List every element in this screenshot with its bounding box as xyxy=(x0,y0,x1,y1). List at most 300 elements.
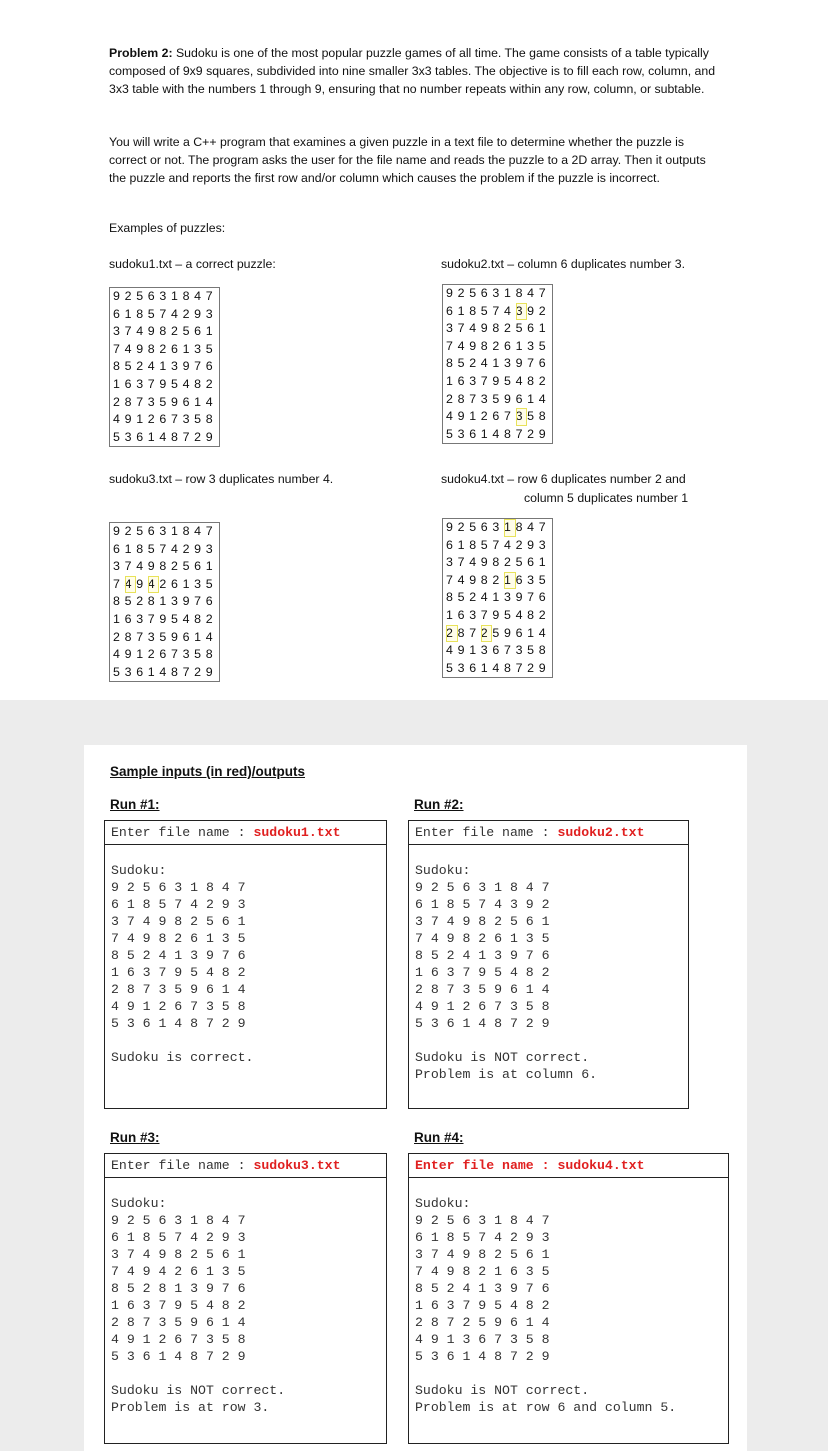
console-row: 7 4 9 8 2 6 1 3 5 xyxy=(415,931,550,946)
grid-cell: 6 xyxy=(515,625,523,640)
duplicate-cell: 3 xyxy=(516,408,528,426)
grid-cell: 5 xyxy=(503,373,511,388)
grid-cell: 2 xyxy=(480,409,488,424)
grid-row xyxy=(113,558,217,576)
examples-label-text: Examples of puzzles: xyxy=(109,221,226,235)
grid-row xyxy=(113,576,217,594)
grid-row xyxy=(446,642,550,660)
grid-cell: 3 xyxy=(113,324,120,339)
grid-cell: 9 xyxy=(136,576,144,591)
grid-cell: 5 xyxy=(136,524,144,538)
grid-cell: 2 xyxy=(527,660,535,675)
grid-cell: 6 xyxy=(469,426,477,441)
grid-cell: 5 xyxy=(159,394,167,409)
console-result: Sudoku is NOT correct. xyxy=(111,1383,286,1398)
example-2-label: sudoku2.txt – column 6 duplicates number 3. xyxy=(441,257,686,271)
grid-cell: 3 xyxy=(159,289,167,303)
grid-cell: 5 xyxy=(124,359,132,374)
grid-cell: 6 xyxy=(124,376,132,391)
grid-cell: 6 xyxy=(113,541,120,556)
grid-cell: 1 xyxy=(469,643,477,658)
grid-cell: 4 xyxy=(182,376,190,391)
grid-row xyxy=(446,303,550,321)
grid-cell: 1 xyxy=(136,412,144,427)
grid-cell: 8 xyxy=(170,429,178,444)
grid-cell: 1 xyxy=(457,303,465,318)
grid-cell: 6 xyxy=(205,359,213,374)
grid-row xyxy=(113,394,217,412)
grid-cell: 9 xyxy=(446,520,453,534)
run-2-label: Run #2: xyxy=(414,797,464,812)
grid-cell: 7 xyxy=(113,341,120,356)
console-row: 8 5 2 4 1 3 9 7 6 xyxy=(415,1281,550,1296)
console-row: 3 7 4 9 8 2 5 6 1 xyxy=(111,914,246,929)
grid-cell: 5 xyxy=(124,594,132,609)
run-1-label: Run #1: xyxy=(110,797,160,812)
grid-cell: 7 xyxy=(515,426,523,441)
run-4-label: Run #4: xyxy=(414,1130,464,1145)
grid-cell: 8 xyxy=(527,607,535,622)
duplicate-cell: 3 xyxy=(516,303,528,321)
console-row: 6 1 8 5 7 4 2 9 3 xyxy=(415,1230,550,1245)
grid-cell: 5 xyxy=(113,429,120,444)
user-input: sudoku1.txt xyxy=(253,825,341,840)
grid-cell: 7 xyxy=(527,356,535,371)
grid-cell: 1 xyxy=(159,594,167,609)
grid-cell: 7 xyxy=(469,625,477,640)
grid-cell: 4 xyxy=(457,338,465,353)
console-problem: Problem is at column 6. xyxy=(415,1067,598,1082)
grid-cell: 1 xyxy=(503,286,511,300)
grid-cell: 3 xyxy=(194,341,202,356)
grid-cell: 2 xyxy=(159,576,167,591)
grid-row xyxy=(446,426,550,444)
grid-cell: 1 xyxy=(170,289,178,303)
grid-cell: 7 xyxy=(492,303,500,318)
console-prompt xyxy=(105,1154,386,1178)
example-1-label: sudoku1.txt – a correct puzzle: xyxy=(109,257,276,271)
console-row: 5 3 6 1 4 8 7 2 9 xyxy=(415,1016,550,1031)
example-1-grid xyxy=(109,287,220,447)
grid-row xyxy=(446,408,550,426)
grid-cell: 2 xyxy=(124,524,132,538)
grid-cell: 3 xyxy=(124,429,132,444)
grid-row xyxy=(446,537,550,555)
console-row: 8 5 2 4 1 3 9 7 6 xyxy=(111,948,246,963)
grid-cell: 9 xyxy=(457,409,465,424)
grid-cell: 7 xyxy=(194,594,202,609)
sample-io-section xyxy=(84,745,747,1451)
grid-cell: 8 xyxy=(492,321,500,336)
console-row: 8 5 2 4 1 3 9 7 6 xyxy=(415,948,550,963)
console-row: 3 7 4 9 8 2 5 6 1 xyxy=(111,1247,246,1262)
grid-cell: 3 xyxy=(124,664,132,679)
console-row: 7 4 9 4 2 6 1 3 5 xyxy=(111,1264,246,1279)
grid-cell: 5 xyxy=(136,289,144,303)
example-3-label: sudoku3.txt – row 3 duplicates number 4. xyxy=(109,472,334,486)
grid-cell: 1 xyxy=(446,373,453,388)
grid-row xyxy=(446,660,550,678)
grid-cell: 3 xyxy=(446,555,453,570)
console-problem: Problem is at row 6 and column 5. xyxy=(415,1400,677,1415)
grid-cell: 7 xyxy=(182,429,190,444)
grid-cell: 5 xyxy=(457,590,465,605)
grid-cell: 3 xyxy=(457,426,465,441)
grid-cell: 4 xyxy=(538,391,546,406)
grid-cell: 7 xyxy=(124,324,132,339)
grid-cell: 3 xyxy=(446,321,453,336)
grid-cell: 2 xyxy=(503,555,511,570)
grid-cell: 9 xyxy=(194,306,202,321)
grid-cell: 9 xyxy=(205,429,213,444)
grid-cell: 3 xyxy=(457,660,465,675)
grid-cell: 6 xyxy=(124,611,132,626)
grid-row xyxy=(113,306,217,324)
run-4-console xyxy=(408,1153,729,1444)
grid-cell: 4 xyxy=(170,306,178,321)
grid-row xyxy=(113,376,217,394)
grid-cell: 7 xyxy=(480,607,488,622)
grid-cell: 3 xyxy=(492,286,500,300)
grid-cell: 2 xyxy=(538,303,546,318)
console-row: 5 3 6 1 4 8 7 2 9 xyxy=(111,1016,246,1031)
grid-cell: 5 xyxy=(113,664,120,679)
grid-cell: 6 xyxy=(170,341,178,356)
grid-cell: 2 xyxy=(182,306,190,321)
grid-cell: 9 xyxy=(515,356,523,371)
grid-cell: 7 xyxy=(113,576,120,591)
grid-cell: 9 xyxy=(480,321,488,336)
grid-cell: 5 xyxy=(515,321,523,336)
grid-cell: 9 xyxy=(136,341,144,356)
grid-cell: 7 xyxy=(527,590,535,605)
grid-cell: 8 xyxy=(503,426,511,441)
problem-heading: Problem 2: xyxy=(109,46,173,60)
console-row: 9 2 5 6 3 1 8 4 7 xyxy=(415,880,550,895)
grid-cell: 6 xyxy=(182,394,190,409)
grid-row xyxy=(113,523,217,541)
grid-cell: 4 xyxy=(469,321,477,336)
grid-cell: 6 xyxy=(515,391,523,406)
grid-row xyxy=(446,572,550,590)
console-row: 2 8 7 2 5 9 6 1 4 xyxy=(415,1315,550,1330)
grid-cell: 8 xyxy=(159,324,167,339)
grid-cell: 1 xyxy=(159,359,167,374)
grid-cell: 4 xyxy=(515,373,523,388)
grid-cell: 8 xyxy=(194,611,202,626)
grid-cell: 1 xyxy=(147,429,155,444)
duplicate-cell: 1 xyxy=(504,519,516,537)
console-row: 2 8 7 3 5 9 6 1 4 xyxy=(111,1315,246,1330)
grid-cell: 8 xyxy=(205,412,213,427)
grid-cell: 8 xyxy=(457,391,465,406)
sample-title: Sample inputs (in red)/outputs xyxy=(110,764,305,779)
grid-cell: 8 xyxy=(527,373,535,388)
grid-cell: 4 xyxy=(492,660,500,675)
grid-cell: 5 xyxy=(515,555,523,570)
grid-cell: 9 xyxy=(205,664,213,679)
grid-cell: 8 xyxy=(503,660,511,675)
grid-cell: 2 xyxy=(469,356,477,371)
grid-cell: 9 xyxy=(492,373,500,388)
grid-row xyxy=(446,338,550,356)
console-row: 3 7 4 9 8 2 5 6 1 xyxy=(415,1247,550,1262)
grid-cell: 2 xyxy=(457,520,465,534)
problem-description: You will write a C++ program that examines a given puzzle in a text file to determine whether the puzzle is correct or not. The program asks the user for the file name and reads the puzzle to a 2D array. Then it outputs the puzzle and reports the first row and/or column which causes the problem if the puzzle is incorrect. xyxy=(109,135,706,185)
grid-row xyxy=(113,629,217,647)
grid-cell: 6 xyxy=(469,660,477,675)
grid-cell: 4 xyxy=(147,359,155,374)
grid-cell: 5 xyxy=(527,409,535,424)
grid-cell: 9 xyxy=(170,629,178,644)
grid-cell: 1 xyxy=(527,625,535,640)
grid-cell: 6 xyxy=(538,356,546,371)
grid-cell: 5 xyxy=(538,572,546,587)
grid-row xyxy=(113,593,217,611)
console-prompt xyxy=(409,1154,728,1178)
grid-cell: 2 xyxy=(147,647,155,662)
example-4-grid xyxy=(442,518,553,678)
grid-cell: 4 xyxy=(113,412,120,427)
grid-cell: 4 xyxy=(136,324,144,339)
grid-cell: 4 xyxy=(527,520,535,534)
problem-intro-text: Sudoku is one of the most popular puzzle games of all time. The game consists of a table typically composed of 9x9 squares, subdivided into nine smaller 3x3 tables. The objective is to fill each row, column, and 3x3 table with the numbers 1 through 9, ensuring that no number repeats within any row, column, or subtable. xyxy=(109,46,716,96)
grid-row xyxy=(446,625,550,643)
grid-cell: 8 xyxy=(446,590,453,605)
grid-cell: 6 xyxy=(538,590,546,605)
grid-cell: 8 xyxy=(515,520,523,534)
console-row: 6 1 8 5 7 4 2 9 3 xyxy=(111,897,246,912)
prompt-text: Enter file name : xyxy=(111,825,254,840)
grid-cell: 9 xyxy=(503,625,511,640)
grid-cell: 7 xyxy=(182,664,190,679)
grid-cell: 2 xyxy=(205,611,213,626)
grid-cell: 3 xyxy=(469,373,477,388)
grid-cell: 1 xyxy=(136,647,144,662)
grid-cell: 2 xyxy=(182,541,190,556)
grid-cell: 4 xyxy=(136,559,144,574)
duplicate-cell: 2 xyxy=(481,625,493,643)
grid-cell: 5 xyxy=(503,607,511,622)
console-row: 3 7 4 9 8 2 5 6 1 xyxy=(415,914,550,929)
grid-cell: 5 xyxy=(147,541,155,556)
grid-cell: 8 xyxy=(136,541,144,556)
grid-cell: 7 xyxy=(538,520,546,534)
grid-cell: 6 xyxy=(457,607,465,622)
grid-cell: 7 xyxy=(170,412,178,427)
grid-row xyxy=(113,429,217,447)
example-2-grid xyxy=(442,284,553,444)
grid-cell: 2 xyxy=(205,376,213,391)
console-row: 4 9 1 2 6 7 3 5 8 xyxy=(111,1332,246,1347)
console-row: 4 9 1 3 6 7 3 5 8 xyxy=(415,1332,550,1347)
grid-cell: 7 xyxy=(480,373,488,388)
grid-cell: 3 xyxy=(469,607,477,622)
console-row: 6 1 8 5 7 4 2 9 3 xyxy=(111,1230,246,1245)
grid-cell: 6 xyxy=(194,559,202,574)
grid-cell: 1 xyxy=(182,341,190,356)
grid-cell: 7 xyxy=(515,660,523,675)
grid-cell: 5 xyxy=(446,660,453,675)
grid-cell: 1 xyxy=(113,376,120,391)
grid-cell: 3 xyxy=(194,576,202,591)
grid-cell: 8 xyxy=(124,394,132,409)
grid-cell: 7 xyxy=(170,647,178,662)
grid-row xyxy=(113,541,217,559)
grid-cell: 6 xyxy=(205,594,213,609)
run-3-console xyxy=(104,1153,387,1444)
user-input: sudoku3.txt xyxy=(253,1158,341,1173)
grid-cell: 4 xyxy=(170,541,178,556)
duplicate-cell: 4 xyxy=(125,576,137,594)
problem-intro xyxy=(109,44,724,98)
grid-cell: 2 xyxy=(194,429,202,444)
grid-cell: 7 xyxy=(147,376,155,391)
grid-cell: 4 xyxy=(492,426,500,441)
grid-cell: 8 xyxy=(124,629,132,644)
grid-cell: 9 xyxy=(124,412,132,427)
grid-cell: 5 xyxy=(492,391,500,406)
grid-cell: 6 xyxy=(182,629,190,644)
grid-cell: 9 xyxy=(503,391,511,406)
grid-cell: 9 xyxy=(538,426,546,441)
console-row: 5 3 6 1 4 8 7 2 9 xyxy=(415,1349,550,1364)
grid-cell: 5 xyxy=(147,306,155,321)
grid-cell: 5 xyxy=(457,356,465,371)
grid-cell: 5 xyxy=(182,324,190,339)
grid-cell: 3 xyxy=(205,306,213,321)
grid-cell: 1 xyxy=(113,611,120,626)
grid-cell: 5 xyxy=(492,625,500,640)
grid-cell: 9 xyxy=(159,611,167,626)
grid-cell: 9 xyxy=(170,394,178,409)
grid-cell: 4 xyxy=(113,647,120,662)
grid-cell: 8 xyxy=(538,409,546,424)
grid-cell: 5 xyxy=(205,576,213,591)
problem-page xyxy=(0,0,828,700)
grid-cell: 2 xyxy=(170,324,178,339)
grid-row xyxy=(113,411,217,429)
grid-cell: 3 xyxy=(147,629,155,644)
example-3-grid xyxy=(109,522,220,682)
grid-cell: 1 xyxy=(527,391,535,406)
grid-cell: 6 xyxy=(492,409,500,424)
grid-cell: 3 xyxy=(159,524,167,538)
grid-cell: 1 xyxy=(457,537,465,552)
grid-cell: 6 xyxy=(503,338,511,353)
grid-cell: 4 xyxy=(503,537,511,552)
grid-cell: 9 xyxy=(147,324,155,339)
grid-cell: 6 xyxy=(446,537,453,552)
grid-cell: 3 xyxy=(182,412,190,427)
grid-cell: 5 xyxy=(159,629,167,644)
grid-cell: 7 xyxy=(136,394,144,409)
grid-cell: 5 xyxy=(170,611,178,626)
grid-cell: 8 xyxy=(113,359,120,374)
grid-cell: 7 xyxy=(159,306,167,321)
console-row: 9 2 5 6 3 1 8 4 7 xyxy=(111,880,246,895)
duplicate-cell: 4 xyxy=(148,576,160,594)
run-3-label: Run #3: xyxy=(110,1130,160,1145)
grid-cell: 5 xyxy=(205,341,213,356)
grid-cell: 9 xyxy=(527,537,535,552)
grid-cell: 5 xyxy=(182,559,190,574)
example-4-label-line-2: column 5 duplicates number 1 xyxy=(524,491,689,505)
grid-cell: 3 xyxy=(136,376,144,391)
example-4-label: sudoku4.txt – row 6 duplicates number 2 and xyxy=(441,472,686,486)
console-row: 7 4 9 8 2 1 6 3 5 xyxy=(415,1264,550,1279)
console-row: 8 5 2 8 1 3 9 7 6 xyxy=(111,1281,246,1296)
grid-cell: 6 xyxy=(457,373,465,388)
grid-cell: 4 xyxy=(538,625,546,640)
grid-cell: 8 xyxy=(147,341,155,356)
console-header: Sudoku: xyxy=(415,863,471,878)
grid-cell: 1 xyxy=(480,426,488,441)
grid-cell: 7 xyxy=(503,409,511,424)
grid-cell: 3 xyxy=(170,594,178,609)
grid-row xyxy=(113,323,217,341)
grid-cell: 7 xyxy=(446,572,453,587)
grid-cell: 2 xyxy=(538,607,546,622)
problem-paragraph-2 xyxy=(109,133,724,187)
grid-cell: 7 xyxy=(469,391,477,406)
grid-cell: 6 xyxy=(527,555,535,570)
grid-cell: 6 xyxy=(480,520,488,534)
grid-cell: 8 xyxy=(113,594,120,609)
grid-cell: 4 xyxy=(124,341,132,356)
console-row: 6 1 8 5 7 4 3 9 2 xyxy=(415,897,550,912)
grid-cell: 2 xyxy=(503,321,511,336)
console-row: 1 6 3 7 9 5 4 8 2 xyxy=(415,1298,550,1313)
grid-cell: 9 xyxy=(147,559,155,574)
grid-cell: 7 xyxy=(457,555,465,570)
grid-cell: 1 xyxy=(492,590,500,605)
grid-cell: 4 xyxy=(457,572,465,587)
grid-cell: 8 xyxy=(480,338,488,353)
user-input: sudoku2.txt xyxy=(557,825,645,840)
console-row: 9 2 5 6 3 1 8 4 7 xyxy=(111,1213,246,1228)
grid-cell: 3 xyxy=(205,541,213,556)
grid-cell: 8 xyxy=(159,559,167,574)
grid-cell: 5 xyxy=(194,412,202,427)
grid-cell: 2 xyxy=(136,359,144,374)
grid-row xyxy=(113,341,217,359)
grid-cell: 2 xyxy=(136,594,144,609)
grid-cell: 4 xyxy=(469,555,477,570)
grid-row xyxy=(446,519,550,537)
grid-cell: 3 xyxy=(503,590,511,605)
grid-cell: 1 xyxy=(124,541,132,556)
grid-cell: 9 xyxy=(124,647,132,662)
grid-cell: 3 xyxy=(480,643,488,658)
grid-cell: 9 xyxy=(457,643,465,658)
grid-cell: 1 xyxy=(492,356,500,371)
grid-cell: 9 xyxy=(159,376,167,391)
grid-cell: 6 xyxy=(113,306,120,321)
grid-cell: 4 xyxy=(515,607,523,622)
console-row: 2 8 7 3 5 9 6 1 4 xyxy=(111,982,246,997)
grid-row xyxy=(446,589,550,607)
grid-cell: 6 xyxy=(527,321,535,336)
grid-cell: 2 xyxy=(446,391,453,406)
grid-cell: 6 xyxy=(194,324,202,339)
grid-cell: 8 xyxy=(480,572,488,587)
grid-cell: 3 xyxy=(136,611,144,626)
grid-row xyxy=(446,391,550,409)
console-header: Sudoku: xyxy=(111,863,167,878)
grid-cell: 6 xyxy=(136,664,144,679)
grid-cell: 9 xyxy=(113,524,120,538)
